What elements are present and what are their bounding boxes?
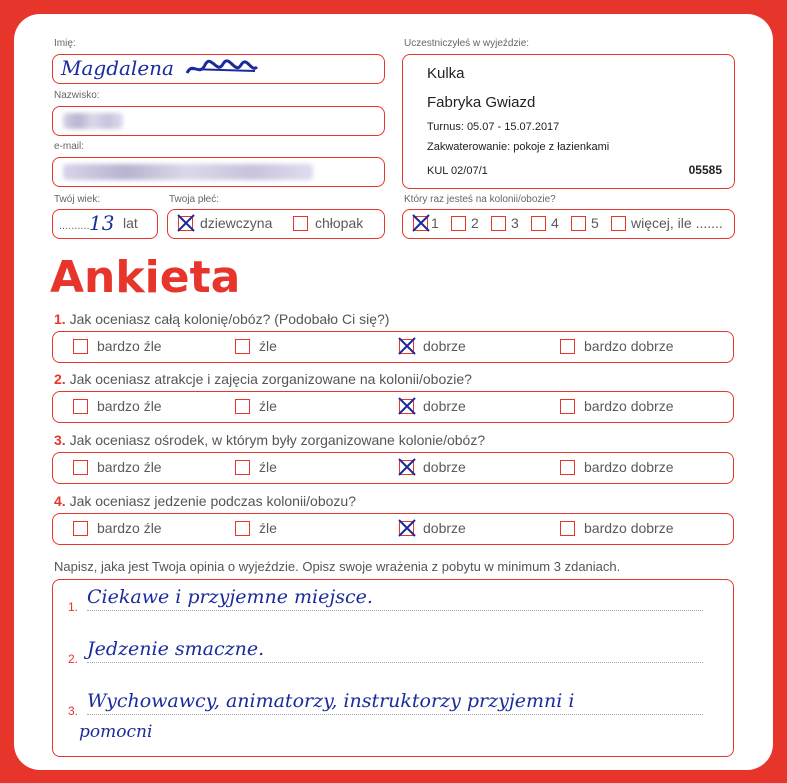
rating-checkbox[interactable] (73, 399, 88, 414)
question-number: 4. (54, 493, 66, 509)
check-x-icon (176, 213, 196, 233)
rating-checkbox[interactable] (399, 339, 414, 354)
wiek-label: Twój wiek: (54, 194, 101, 205)
dotted-line (87, 662, 703, 663)
rating-checkbox[interactable] (235, 399, 250, 414)
rating-checkbox[interactable] (73, 339, 88, 354)
imie-field[interactable] (52, 54, 385, 84)
opinion-line-2: Jedzenie smaczne. (87, 638, 265, 660)
rating-checkbox[interactable] (235, 460, 250, 475)
wiek-dots: .......... (59, 220, 90, 232)
rating-option-label: źle (259, 520, 277, 536)
question-number: 1. (54, 311, 66, 327)
plec-checkbox-chlopak[interactable] (293, 216, 308, 231)
question-number: 3. (54, 432, 66, 448)
imie-value: Magdalena (61, 56, 174, 80)
which-time-checkbox-1[interactable] (413, 216, 428, 231)
rating-option-label: bardzo dobrze (584, 520, 674, 536)
rating-option-label: bardzo dobrze (584, 398, 674, 414)
which-time-field (402, 209, 735, 239)
nazwisko-label: Nazwisko: (54, 90, 100, 101)
question-1 (54, 311, 389, 327)
question-2 (54, 371, 472, 387)
rating-option-label: bardzo źle (97, 338, 162, 354)
email-label: e-mail: (54, 141, 85, 152)
which-time-option: 1 (431, 215, 439, 231)
page-title: Ankieta (50, 252, 241, 303)
rating-row (52, 331, 734, 363)
opinion-line-1: Ciekawe i przyjemne miejsce. (87, 586, 373, 608)
which-time-option: 5 (591, 215, 599, 231)
trip-camp: Fabryka Gwiazd (427, 94, 536, 111)
rating-option-label: źle (259, 338, 277, 354)
opinion-line-3: Wychowawcy, animatorzy, instruktorzy przyjemni i (87, 690, 575, 712)
rating-row (52, 452, 734, 484)
rating-option-label: dobrze (423, 459, 466, 475)
which-time-checkbox-5[interactable] (571, 216, 586, 231)
question-number: 2. (54, 371, 66, 387)
rating-row (52, 391, 734, 423)
rating-checkbox[interactable] (560, 399, 575, 414)
rating-checkbox[interactable] (560, 521, 575, 536)
rating-option-label: dobrze (423, 398, 466, 414)
rating-option-label: bardzo źle (97, 459, 162, 475)
rating-option-label: bardzo dobrze (584, 338, 674, 354)
rating-option-label: dobrze (423, 338, 466, 354)
which-time-option: 3 (511, 215, 519, 231)
rating-checkbox[interactable] (73, 460, 88, 475)
rating-option-label: źle (259, 398, 277, 414)
which-time-option: więcej, ile ....... (631, 215, 723, 231)
line-number: 3. (68, 704, 79, 718)
dotted-line (87, 714, 703, 715)
rating-option-label: bardzo źle (97, 398, 162, 414)
rating-checkbox[interactable] (73, 521, 88, 536)
rating-row (52, 513, 734, 545)
rating-checkbox[interactable] (399, 521, 414, 536)
which-time-option: 2 (471, 215, 479, 231)
which-time-checkbox-4[interactable] (531, 216, 546, 231)
nazwisko-field[interactable] (52, 106, 385, 136)
line-number: 1. (68, 600, 79, 614)
question-text: Jak oceniasz jedzenie podczas kolonii/obozu? (69, 493, 356, 509)
trip-code: KUL 02/07/1 (427, 165, 488, 177)
which-time-checkbox-3[interactable] (491, 216, 506, 231)
plec-label: Twoja płeć: (169, 194, 220, 205)
wiek-value: 13 (89, 211, 115, 235)
rating-checkbox[interactable] (399, 399, 414, 414)
rating-checkbox[interactable] (560, 460, 575, 475)
wiek-unit: lat (123, 215, 138, 231)
rating-option-label: dobrze (423, 520, 466, 536)
check-x-icon (397, 457, 417, 477)
redacted-blur (63, 113, 123, 129)
rating-checkbox[interactable] (235, 521, 250, 536)
question-text: Jak oceniasz całą kolonię/obóz? (Podobało Ci się?) (69, 311, 390, 327)
check-x-icon (397, 336, 417, 356)
trip-info-box (402, 54, 735, 189)
question-text: Jak oceniasz atrakcje i zajęcia zorganizowane na kolonii/obozie? (69, 371, 472, 387)
which-time-checkbox-more[interactable] (611, 216, 626, 231)
question-text: Jak oceniasz ośrodek, w którym były zorganizowane kolonie/obóz? (69, 432, 486, 448)
trip-name: Kulka (427, 65, 465, 82)
dotted-line (87, 610, 703, 611)
survey-sheet (14, 14, 773, 770)
which-time-checkbox-2[interactable] (451, 216, 466, 231)
opinion-box[interactable] (52, 579, 734, 757)
rating-checkbox[interactable] (560, 339, 575, 354)
opinion-prompt: Napisz, jaka jest Twoja opinia o wyjeździe. Opisz swoje wrażenia z pobytu w minimum 3 zdaniach. (54, 559, 621, 574)
question-4 (54, 493, 356, 509)
email-field[interactable] (52, 157, 385, 187)
question-3 (54, 432, 485, 448)
rating-option-label: bardzo dobrze (584, 459, 674, 475)
trip-label: Uczestniczyłeś w wyjeździe: (404, 38, 530, 49)
line-number: 2. (68, 652, 79, 666)
plec-option-label: chłopak (315, 215, 364, 231)
which-time-option: 4 (551, 215, 559, 231)
trip-zakwaterowanie: Zakwaterowanie: pokoje z łazienkami (427, 141, 610, 153)
imie-label: Imię: (54, 38, 76, 49)
check-x-icon (397, 396, 417, 416)
plec-option-label: dziewczyna (200, 215, 273, 231)
which-time-label: Który raz jesteś na kolonii/obozie? (404, 194, 556, 205)
rating-checkbox[interactable] (399, 460, 414, 475)
trip-turnus: Turnus: 05.07 - 15.07.2017 (427, 121, 560, 133)
wiek-field[interactable] (52, 209, 158, 239)
check-x-icon (397, 518, 417, 538)
plec-checkbox-dziewczyna[interactable] (178, 216, 193, 231)
redacted-blur (63, 164, 313, 180)
plec-field (167, 209, 385, 239)
trip-number: 05585 (688, 163, 722, 177)
rating-checkbox[interactable] (235, 339, 250, 354)
opinion-line-3-continued: pomocni (79, 722, 153, 742)
rating-option-label: źle (259, 459, 277, 475)
check-x-icon (411, 213, 431, 233)
rating-option-label: bardzo źle (97, 520, 162, 536)
scribble-icon (185, 59, 260, 79)
